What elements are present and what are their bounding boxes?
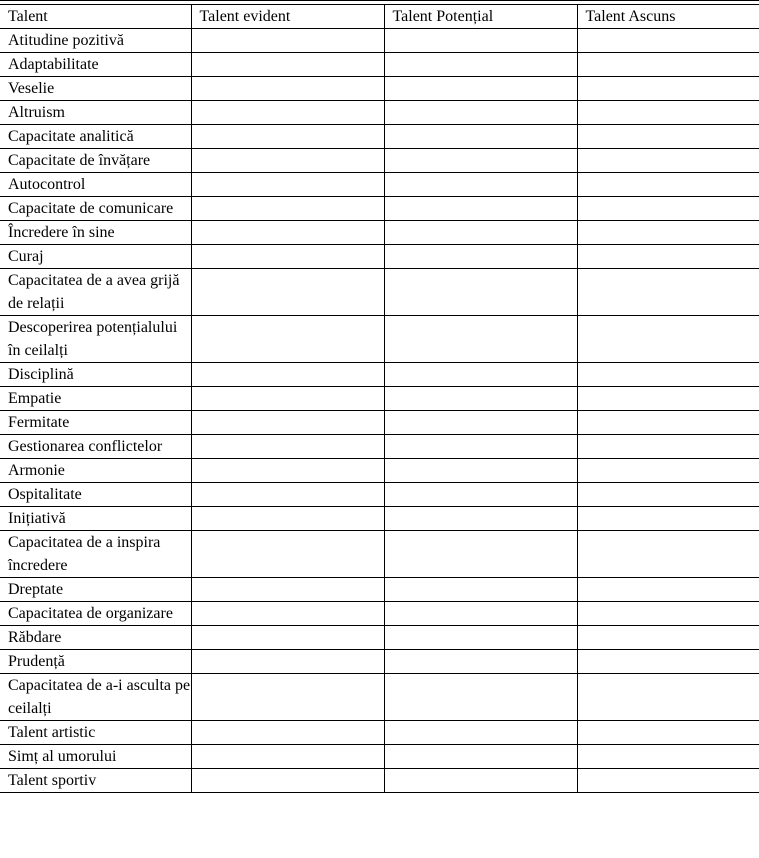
talent-name-cell: Curaj — [0, 245, 191, 269]
header-row — [0, 5, 759, 29]
potential-cell[interactable] — [384, 125, 577, 149]
evident-cell[interactable] — [191, 602, 384, 626]
evident-cell[interactable] — [191, 316, 384, 363]
table-row — [0, 197, 759, 221]
table-body — [0, 29, 759, 793]
table-row — [0, 769, 759, 793]
potential-cell[interactable] — [384, 745, 577, 769]
evident-cell[interactable] — [191, 531, 384, 578]
evident-cell[interactable] — [191, 77, 384, 101]
evident-cell[interactable] — [191, 125, 384, 149]
potential-cell[interactable] — [384, 173, 577, 197]
talent-name-cell: Armonie — [0, 459, 191, 483]
ascuns-cell[interactable] — [577, 483, 759, 507]
talent-table — [0, 4, 759, 793]
ascuns-cell[interactable] — [577, 459, 759, 483]
evident-cell[interactable] — [191, 197, 384, 221]
table-row — [0, 149, 759, 173]
ascuns-cell[interactable] — [577, 221, 759, 245]
evident-cell[interactable] — [191, 578, 384, 602]
header-talent-evident: Talent evident — [191, 5, 384, 29]
potential-cell[interactable] — [384, 674, 577, 721]
potential-cell[interactable] — [384, 53, 577, 77]
potential-cell[interactable] — [384, 77, 577, 101]
evident-cell[interactable] — [191, 363, 384, 387]
evident-cell[interactable] — [191, 221, 384, 245]
potential-cell[interactable] — [384, 769, 577, 793]
potential-cell[interactable] — [384, 578, 577, 602]
talent-name-cell: Gestionarea conflictelor — [0, 435, 191, 459]
ascuns-cell[interactable] — [577, 531, 759, 578]
talent-name-cell: Talent artistic — [0, 721, 191, 745]
talent-name-cell: Ospitalitate — [0, 483, 191, 507]
ascuns-cell[interactable] — [577, 435, 759, 459]
potential-cell[interactable] — [384, 650, 577, 674]
table-row — [0, 650, 759, 674]
potential-cell[interactable] — [384, 101, 577, 125]
talent-name-cell: Talent sportiv — [0, 769, 191, 793]
ascuns-cell[interactable] — [577, 602, 759, 626]
table-row — [0, 626, 759, 650]
ascuns-cell[interactable] — [577, 269, 759, 316]
table-row — [0, 221, 759, 245]
evident-cell[interactable] — [191, 483, 384, 507]
talent-name-cell: Fermitate — [0, 411, 191, 435]
table-row — [0, 316, 759, 363]
ascuns-cell[interactable] — [577, 29, 759, 53]
talent-name-cell: Autocontrol — [0, 173, 191, 197]
table-row — [0, 483, 759, 507]
ascuns-cell[interactable] — [577, 125, 759, 149]
evident-cell[interactable] — [191, 674, 384, 721]
table-header — [0, 5, 759, 29]
table-row — [0, 363, 759, 387]
table-row — [0, 77, 759, 101]
potential-cell[interactable] — [384, 602, 577, 626]
ascuns-cell[interactable] — [577, 77, 759, 101]
potential-cell[interactable] — [384, 245, 577, 269]
ascuns-cell[interactable] — [577, 101, 759, 125]
header-talent-potential: Talent Potențial — [384, 5, 577, 29]
ascuns-cell[interactable] — [577, 721, 759, 745]
evident-cell[interactable] — [191, 387, 384, 411]
table-row — [0, 125, 759, 149]
ascuns-cell[interactable] — [577, 745, 759, 769]
potential-cell[interactable] — [384, 459, 577, 483]
table-row — [0, 674, 759, 721]
header-talent: Talent — [0, 5, 191, 29]
evident-cell[interactable] — [191, 435, 384, 459]
evident-cell[interactable] — [191, 101, 384, 125]
talent-name-cell: Încredere în sine — [0, 221, 191, 245]
ascuns-cell[interactable] — [577, 173, 759, 197]
evident-cell[interactable] — [191, 269, 384, 316]
table-row — [0, 101, 759, 125]
potential-cell[interactable] — [384, 197, 577, 221]
evident-cell[interactable] — [191, 745, 384, 769]
potential-cell[interactable] — [384, 316, 577, 363]
table-row — [0, 435, 759, 459]
potential-cell[interactable] — [384, 387, 577, 411]
talent-name-cell: Capacitatea de a inspira încredere — [0, 531, 191, 578]
talent-name-cell: Descoperirea potențialului în ceilalți — [0, 316, 191, 363]
evident-cell[interactable] — [191, 459, 384, 483]
potential-cell[interactable] — [384, 507, 577, 531]
potential-cell[interactable] — [384, 29, 577, 53]
talent-name-cell: Simț al umorului — [0, 745, 191, 769]
ascuns-cell[interactable] — [577, 674, 759, 721]
potential-cell[interactable] — [384, 221, 577, 245]
ascuns-cell[interactable] — [577, 411, 759, 435]
evident-cell[interactable] — [191, 173, 384, 197]
table-row — [0, 173, 759, 197]
table-row — [0, 53, 759, 77]
evident-cell[interactable] — [191, 411, 384, 435]
ascuns-cell[interactable] — [577, 626, 759, 650]
table-row — [0, 578, 759, 602]
potential-cell[interactable] — [384, 531, 577, 578]
evident-cell[interactable] — [191, 149, 384, 173]
ascuns-cell[interactable] — [577, 53, 759, 77]
potential-cell[interactable] — [384, 269, 577, 316]
talent-name-cell: Empatie — [0, 387, 191, 411]
table-row — [0, 721, 759, 745]
ascuns-cell[interactable] — [577, 387, 759, 411]
ascuns-cell[interactable] — [577, 769, 759, 793]
evident-cell[interactable] — [191, 626, 384, 650]
talent-name-cell: Altruism — [0, 101, 191, 125]
talent-name-cell: Capacitatea de a avea grijă de relații — [0, 269, 191, 316]
potential-cell[interactable] — [384, 483, 577, 507]
ascuns-cell[interactable] — [577, 578, 759, 602]
talent-name-cell: Capacitate analitică — [0, 125, 191, 149]
talent-name-cell: Inițiativă — [0, 507, 191, 531]
table-row — [0, 411, 759, 435]
talent-name-cell: Disciplină — [0, 363, 191, 387]
evident-cell[interactable] — [191, 769, 384, 793]
talent-name-cell: Capacitate de comunicare — [0, 197, 191, 221]
ascuns-cell[interactable] — [577, 316, 759, 363]
ascuns-cell[interactable] — [577, 197, 759, 221]
talent-name-cell: Capacitatea de a-i asculta pe ceilalți — [0, 674, 191, 721]
evident-cell[interactable] — [191, 53, 384, 77]
evident-cell[interactable] — [191, 650, 384, 674]
header-talent-ascuns: Talent Ascuns — [577, 5, 759, 29]
potential-cell[interactable] — [384, 721, 577, 745]
evident-cell[interactable] — [191, 29, 384, 53]
ascuns-cell[interactable] — [577, 245, 759, 269]
talent-name-cell: Prudență — [0, 650, 191, 674]
evident-cell[interactable] — [191, 507, 384, 531]
table-row — [0, 602, 759, 626]
evident-cell[interactable] — [191, 245, 384, 269]
talent-name-cell: Capacitate de învățare — [0, 149, 191, 173]
ascuns-cell[interactable] — [577, 650, 759, 674]
talent-name-cell: Adaptabilitate — [0, 53, 191, 77]
table-row — [0, 29, 759, 53]
evident-cell[interactable] — [191, 721, 384, 745]
table-row — [0, 459, 759, 483]
talent-name-cell: Răbdare — [0, 626, 191, 650]
table-row — [0, 745, 759, 769]
potential-cell[interactable] — [384, 411, 577, 435]
talent-name-cell: Veselie — [0, 77, 191, 101]
talent-name-cell: Atitudine pozitivă — [0, 29, 191, 53]
table-row — [0, 531, 759, 578]
potential-cell[interactable] — [384, 626, 577, 650]
potential-cell[interactable] — [384, 363, 577, 387]
talent-name-cell: Dreptate — [0, 578, 191, 602]
table-row — [0, 245, 759, 269]
top-rule — [0, 0, 759, 1]
ascuns-cell[interactable] — [577, 149, 759, 173]
potential-cell[interactable] — [384, 435, 577, 459]
table-row — [0, 507, 759, 531]
ascuns-cell[interactable] — [577, 363, 759, 387]
ascuns-cell[interactable] — [577, 507, 759, 531]
potential-cell[interactable] — [384, 149, 577, 173]
table-row — [0, 269, 759, 316]
talent-name-cell: Capacitatea de organizare — [0, 602, 191, 626]
table-row — [0, 387, 759, 411]
